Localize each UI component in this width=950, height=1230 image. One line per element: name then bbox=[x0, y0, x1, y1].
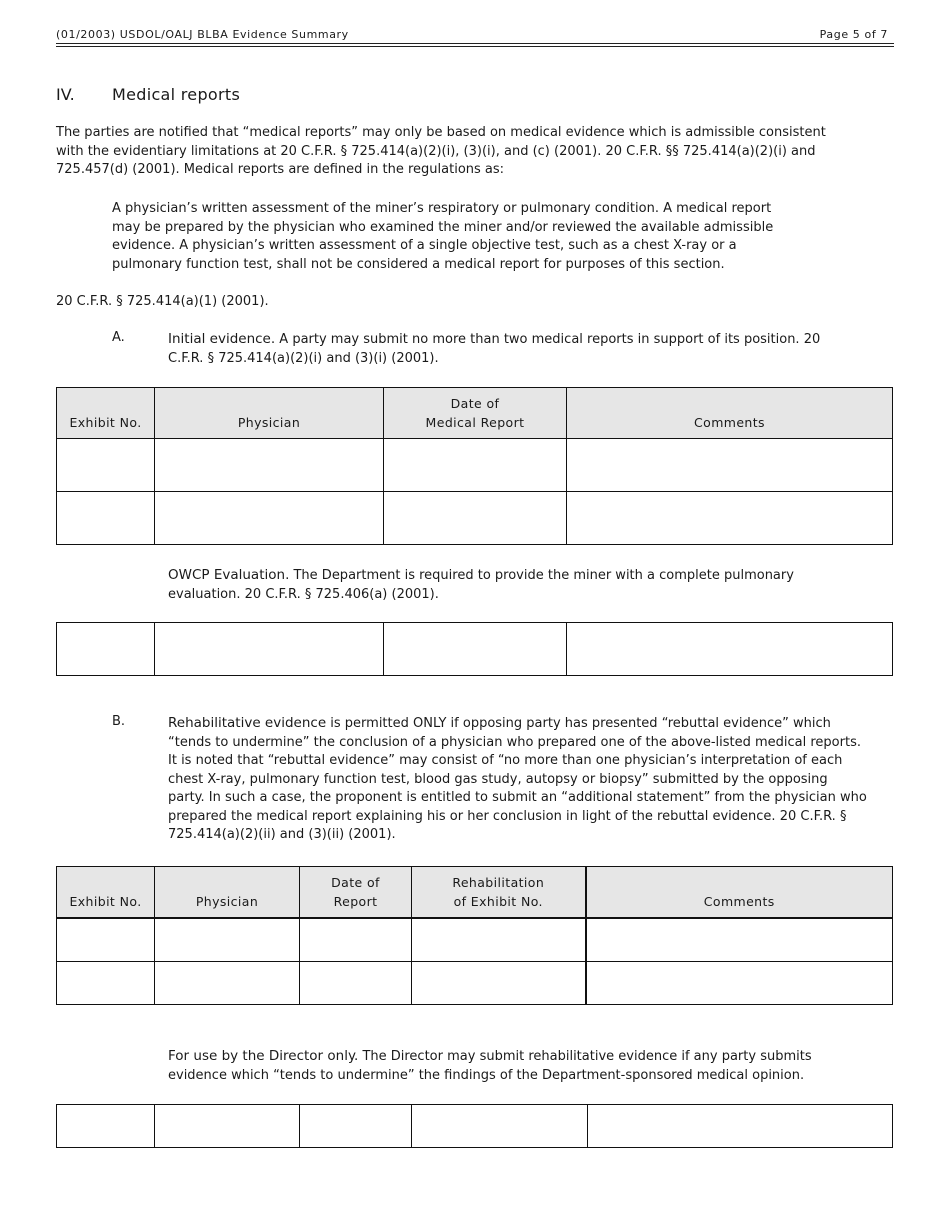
table-row bbox=[57, 439, 893, 492]
header-rule-bottom bbox=[56, 46, 894, 47]
section-number: IV. bbox=[56, 85, 75, 104]
table-cell[interactable] bbox=[384, 439, 567, 492]
page-number: Page 5 of 7 bbox=[819, 28, 888, 41]
table-cell[interactable] bbox=[384, 623, 567, 676]
table-cell[interactable] bbox=[155, 623, 384, 676]
item-b-letter: B. bbox=[112, 714, 126, 729]
table-cell[interactable] bbox=[586, 918, 893, 962]
section-title: Medical reports bbox=[112, 85, 241, 104]
table-cell[interactable] bbox=[57, 962, 155, 1005]
table-cell[interactable] bbox=[155, 439, 384, 492]
table-cell[interactable] bbox=[412, 1105, 588, 1148]
item-b-text: is permitted ONLY if opposing party has presented “rebuttal evidence” which “tends to undermine” the conclusion of a physician who prepared one of the above-listed medical reports. It is noted that “rebuttal evidence” may consist of “no more than one physician’s interpretation of each chest X-ray, pulmonary function test, blood gas study, autopsy or biopsy” submitted by the opposing party. In such a case, the proponent is entitled to submit an “additional statement” from the physician who prepared the medical report explaining his or her conclusion in light of the rebuttal evidence. 20 C.F.R. § 725.414(a)(2)(ii) and (3)(ii) (2001). bbox=[168, 716, 867, 842]
table-cell[interactable] bbox=[155, 492, 384, 545]
item-a-letter: A. bbox=[112, 330, 125, 345]
owcp-lead: OWCP Evaluation. bbox=[168, 567, 290, 583]
col-comments: Comments bbox=[586, 867, 893, 919]
owcp-paragraph bbox=[168, 566, 868, 604]
rehabilitative-evidence-table bbox=[56, 866, 893, 1005]
table-cell[interactable] bbox=[412, 918, 586, 962]
regulation-citation: 20 C.F.R. § 725.414(a)(1) (2001). bbox=[56, 294, 269, 309]
table-cell[interactable] bbox=[300, 962, 412, 1005]
table-cell[interactable] bbox=[588, 1105, 893, 1148]
table-cell[interactable] bbox=[57, 492, 155, 545]
form-id-header: (01/2003) USDOL/OALJ BLBA Evidence Summary bbox=[56, 28, 349, 41]
table-row bbox=[57, 1105, 893, 1148]
item-a-paragraph bbox=[168, 330, 828, 368]
col-physician: Physician bbox=[155, 867, 300, 919]
col-exhibit-no: Exhibit No. bbox=[57, 867, 155, 919]
table-cell[interactable] bbox=[155, 962, 300, 1005]
table-cell[interactable] bbox=[57, 1105, 155, 1148]
table-row bbox=[57, 623, 893, 676]
director-text: The Director may submit rehabilitative evidence if any party submits evidence which “tends to undermine” the findings of the Department-sponsored medical opinion. bbox=[168, 1049, 812, 1083]
table-cell[interactable] bbox=[586, 962, 893, 1005]
table-cell[interactable] bbox=[567, 439, 893, 492]
col-comments: Comments bbox=[567, 388, 893, 439]
regulation-quote: A physician’s written assessment of the miner’s respiratory or pulmonary condition. A medical report may be prepared by the physician who examined the miner and/or reviewed the available admissible evidence. A physician’s written assessment of a single objective test, such as a chest X-ray or a pulmonary function test, shall not be considered a medical report for purposes of this section. bbox=[112, 201, 774, 272]
table-cell[interactable] bbox=[300, 918, 412, 962]
table-cell[interactable] bbox=[300, 1105, 412, 1148]
col-physician: Physician bbox=[155, 388, 384, 439]
table-cell[interactable] bbox=[412, 962, 586, 1005]
director-paragraph bbox=[168, 1047, 868, 1085]
table-cell[interactable] bbox=[57, 439, 155, 492]
item-b-paragraph bbox=[168, 714, 868, 845]
item-b-lead: Rehabilitative evidence bbox=[168, 715, 327, 731]
col-date-of-report: Date of Report bbox=[300, 867, 412, 919]
item-a-lead: Initial evidence. bbox=[168, 331, 276, 347]
table-row bbox=[57, 918, 893, 962]
initial-evidence-table bbox=[56, 387, 893, 545]
table-cell[interactable] bbox=[57, 918, 155, 962]
table-row bbox=[57, 492, 893, 545]
owcp-text: The Department is required to provide the miner with a complete pulmonary evaluation. 20 C.F.R. § 725.406(a) (2001). bbox=[168, 568, 794, 602]
table-cell[interactable] bbox=[567, 623, 893, 676]
owcp-evaluation-table bbox=[56, 622, 893, 676]
table-cell[interactable] bbox=[155, 918, 300, 962]
director-lead: For use by the Director only. bbox=[168, 1048, 359, 1064]
table-cell[interactable] bbox=[57, 623, 155, 676]
table-row bbox=[57, 962, 893, 1005]
header-rule-top bbox=[56, 43, 894, 44]
col-date-of-medical-report: Date of Medical Report bbox=[384, 388, 567, 439]
intro-paragraph: The parties are notified that “medical reports” may only be based on medical evidence which is admissible consistent with the evidentiary limitations at 20 C.F.R. § 725.414(a)(2)(i), (3)(i), and (c) (2001). 20 C.F.R. §§ 725.414(a)(2)(i) and 725.457(d) (2001). Medical reports are defined in the regulations as: bbox=[56, 125, 826, 177]
item-a-text: A party may submit no more than two medical reports in support of its position. 20 C.F.R. § 725.414(a)(2)(i) and (3)(i) (2001). bbox=[168, 332, 821, 366]
table-cell[interactable] bbox=[567, 492, 893, 545]
col-exhibit-no: Exhibit No. bbox=[57, 388, 155, 439]
col-rehabilitation-of-exhibit: Rehabilitation of Exhibit No. bbox=[412, 867, 586, 919]
table-cell[interactable] bbox=[155, 1105, 300, 1148]
director-evidence-table bbox=[56, 1104, 893, 1148]
table-cell[interactable] bbox=[384, 492, 567, 545]
